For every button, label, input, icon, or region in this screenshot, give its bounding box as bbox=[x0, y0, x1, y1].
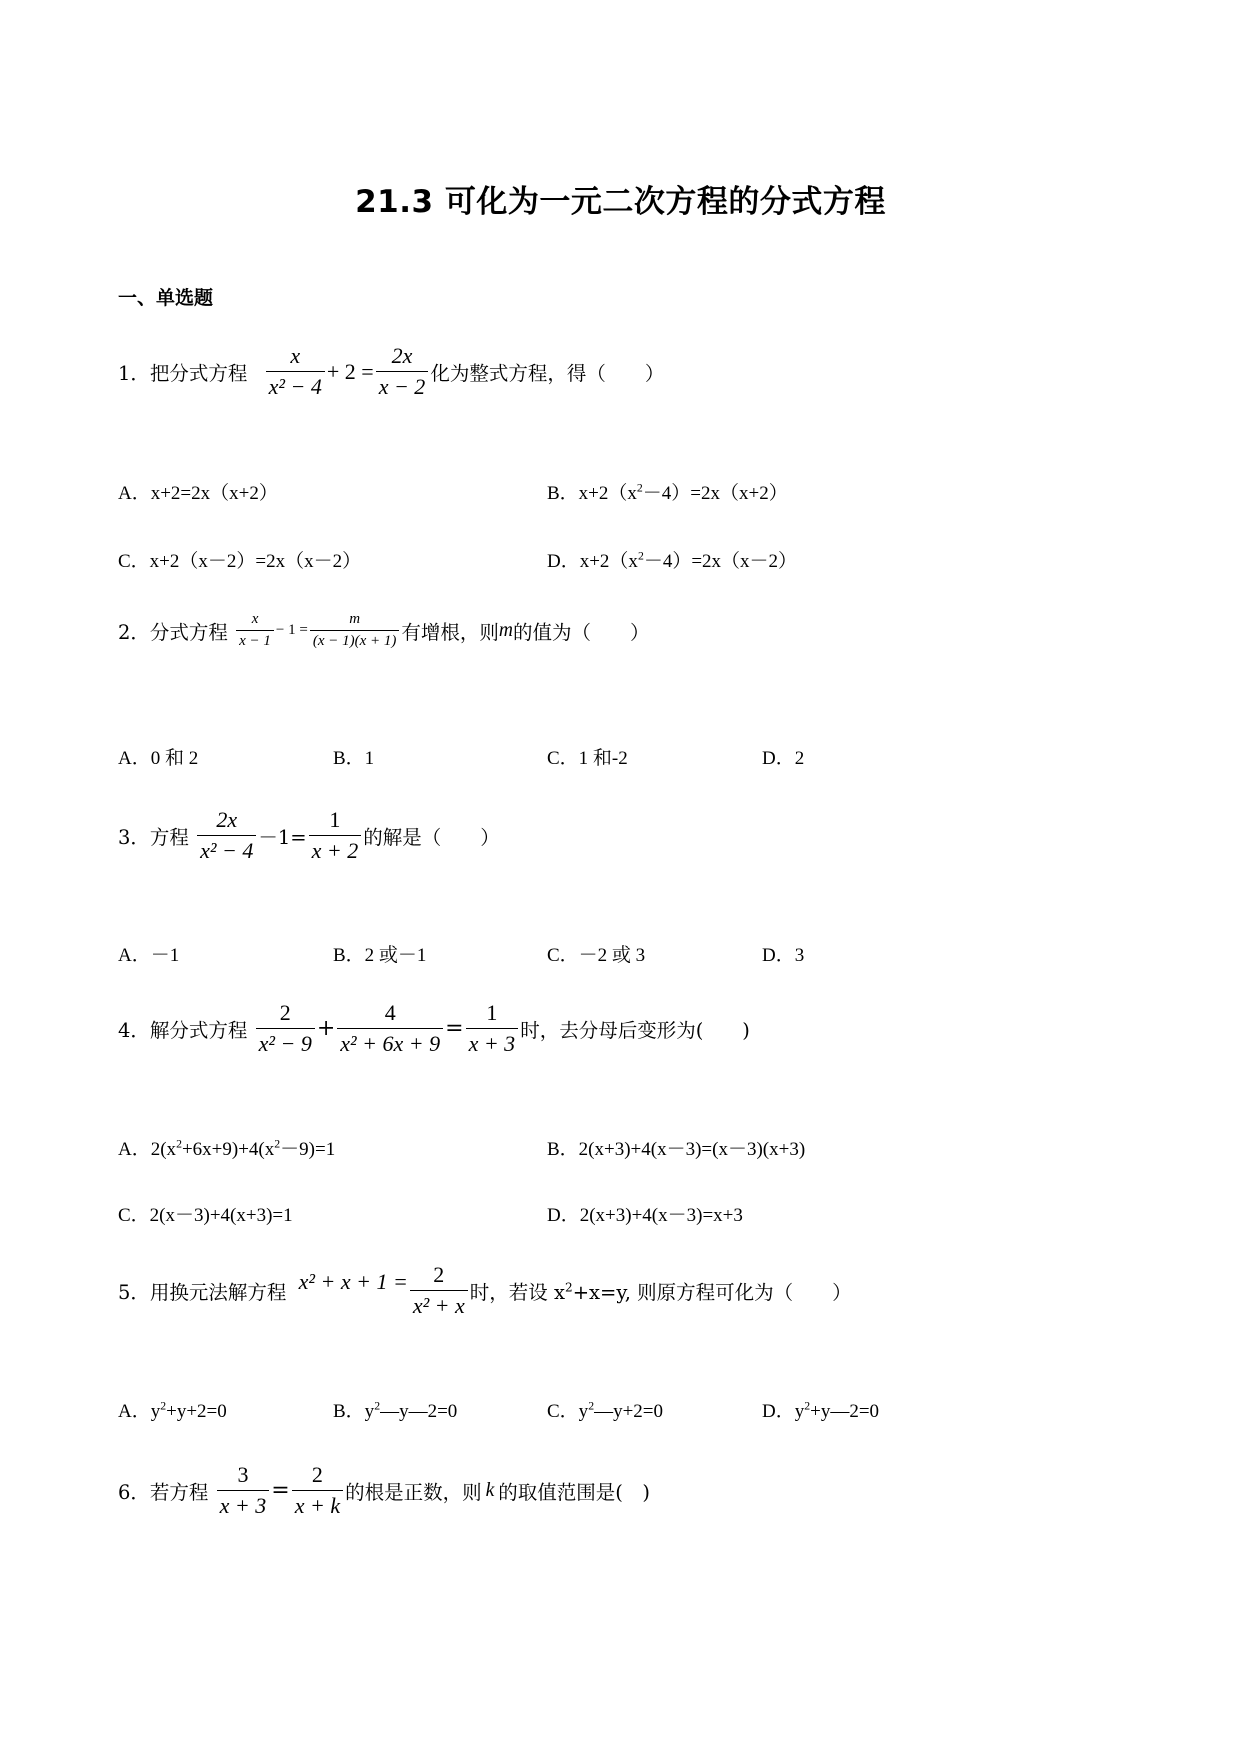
question-2 bbox=[118, 611, 650, 650]
question-5 bbox=[118, 1262, 852, 1319]
denominator: x² − 9 bbox=[258, 1031, 312, 1056]
option-a bbox=[118, 1134, 335, 1161]
option-b bbox=[333, 1396, 457, 1423]
equation-operator: = bbox=[445, 1016, 464, 1041]
option-text: －4）=2x（x－2） bbox=[643, 551, 798, 572]
superscript: 2 bbox=[160, 1399, 167, 1413]
fraction bbox=[266, 343, 325, 400]
denominator: x − 2 bbox=[378, 374, 426, 399]
fraction bbox=[217, 1462, 270, 1519]
option-d bbox=[762, 1396, 879, 1423]
option-c: C．－2 或 3 bbox=[547, 945, 646, 966]
denominator: x² − 4 bbox=[200, 838, 254, 863]
option-text: A．2(x bbox=[118, 1139, 177, 1160]
numerator: 2 bbox=[256, 1000, 315, 1029]
fraction bbox=[337, 1000, 443, 1057]
question-3 bbox=[118, 807, 500, 864]
option-text: C．y bbox=[547, 1401, 589, 1422]
equation-operator: − 1 = bbox=[275, 622, 308, 638]
question-text: 分式方程 bbox=[149, 620, 228, 644]
option-text: D．x+2（x bbox=[547, 551, 638, 572]
denominator: x² + x bbox=[412, 1293, 465, 1318]
numerator: 2x bbox=[376, 343, 429, 372]
question-text: 化为整式方程，得（ ） bbox=[430, 361, 665, 385]
page-title: 21.3 可化为一元二次方程的分式方程 bbox=[355, 184, 886, 220]
numerator: 2 bbox=[292, 1462, 343, 1491]
option-text: +y—2=0 bbox=[810, 1401, 880, 1422]
question-text: 若方程 bbox=[149, 1480, 209, 1504]
question-number: 3． bbox=[118, 825, 150, 849]
option-text: －9)=1 bbox=[280, 1139, 336, 1160]
numerator: 3 bbox=[217, 1462, 270, 1491]
question-number: 5． bbox=[118, 1280, 150, 1304]
question-text bbox=[470, 1277, 852, 1305]
superscript: 2 bbox=[176, 1137, 182, 1151]
question-text: 用换元法解方程 bbox=[149, 1280, 287, 1304]
option-text: +y+2=0 bbox=[166, 1401, 227, 1422]
question-text: 的值为（ ） bbox=[513, 620, 650, 644]
denominator: x + k bbox=[294, 1493, 341, 1518]
option-a: A．0 和 2 bbox=[118, 748, 199, 769]
question-4 bbox=[118, 1000, 750, 1057]
question-6 bbox=[118, 1462, 650, 1519]
denominator: (x − 1)(x + 1) bbox=[312, 633, 397, 649]
denominator: x² − 4 bbox=[268, 374, 322, 399]
option-text: —y+2=0 bbox=[594, 1401, 664, 1422]
numerator: m bbox=[310, 611, 400, 631]
fraction bbox=[466, 1000, 519, 1057]
fraction bbox=[197, 807, 256, 864]
option-b: B．1 bbox=[333, 748, 375, 769]
question-text: 的根是正数，则 bbox=[345, 1480, 482, 1504]
option-b: B．2(x+3)+4(x－3)=(x－3)(x+3) bbox=[547, 1139, 806, 1160]
option-text: A．y bbox=[118, 1401, 161, 1422]
variable: m bbox=[498, 619, 513, 641]
option-d: D．3 bbox=[762, 945, 805, 966]
option-c bbox=[547, 1396, 663, 1423]
option-d: D．2 bbox=[762, 748, 805, 769]
superscript: 2 bbox=[588, 1399, 595, 1413]
question-text: 把分式方程 bbox=[149, 361, 248, 385]
option-a: A．－1 bbox=[118, 945, 180, 966]
denominator: x + 3 bbox=[468, 1031, 516, 1056]
option-a: A．x+2=2x（x+2） bbox=[118, 483, 278, 504]
question-text: 解分式方程 bbox=[149, 1018, 248, 1042]
option-d bbox=[547, 546, 797, 573]
question-text: 的解是（ ） bbox=[363, 825, 500, 849]
numerator: 1 bbox=[309, 807, 362, 836]
numerator: x bbox=[266, 343, 325, 372]
option-text: —y—2=0 bbox=[380, 1401, 458, 1422]
superscript: 2 bbox=[274, 1137, 281, 1151]
denominator: x − 1 bbox=[239, 633, 271, 649]
question-number: 6． bbox=[118, 1480, 150, 1504]
option-c: C．x+2（x－2）=2x（x－2） bbox=[118, 551, 362, 572]
denominator: x + 2 bbox=[311, 838, 359, 863]
option-c: C．2(x－3)+4(x+3)=1 bbox=[118, 1205, 293, 1226]
question-1 bbox=[118, 343, 664, 400]
option-d: D．2(x+3)+4(x－3)=x+3 bbox=[547, 1205, 743, 1226]
question-number: 1． bbox=[118, 361, 150, 385]
option-c: C．1 和-2 bbox=[547, 748, 628, 769]
fraction bbox=[292, 1462, 343, 1519]
question-number: 2． bbox=[118, 620, 150, 644]
numerator: 2 bbox=[410, 1262, 468, 1291]
numerator: 1 bbox=[466, 1000, 519, 1029]
fraction bbox=[310, 611, 400, 650]
numerator: x bbox=[236, 611, 274, 631]
superscript: 2 bbox=[565, 1280, 573, 1294]
option-b bbox=[547, 478, 788, 505]
question-text: 方程 bbox=[149, 825, 189, 849]
section-heading: 一、单选题 bbox=[118, 287, 214, 309]
numerator: 2x bbox=[197, 807, 256, 836]
equation-operator: + bbox=[316, 1016, 336, 1041]
option-a bbox=[118, 1396, 227, 1423]
option-text: B．y bbox=[333, 1401, 375, 1422]
option-text: D．y bbox=[762, 1401, 805, 1422]
equation-operator: = bbox=[271, 1478, 290, 1503]
equation-operator: －1= bbox=[258, 825, 307, 849]
option-text: B．x+2（x bbox=[547, 483, 637, 504]
fraction bbox=[236, 611, 274, 650]
question-number: 4． bbox=[118, 1018, 150, 1042]
fraction bbox=[410, 1262, 468, 1319]
equation-operator: + 2 = bbox=[326, 358, 374, 384]
equation-lhs: x² + x + 1 = bbox=[298, 1268, 408, 1294]
superscript: 2 bbox=[374, 1399, 381, 1413]
question-text: 时，去分母后变形为( ) bbox=[520, 1018, 750, 1042]
fraction bbox=[309, 807, 362, 864]
fraction bbox=[376, 343, 429, 400]
superscript: 2 bbox=[637, 549, 644, 563]
fraction bbox=[256, 1000, 315, 1057]
option-text: －4）=2x（x+2） bbox=[642, 483, 788, 504]
option-text: +6x+9)+4(x bbox=[181, 1139, 275, 1160]
option-b: B．2 或－1 bbox=[333, 945, 427, 966]
superscript: 2 bbox=[804, 1399, 811, 1413]
variable: k bbox=[485, 1479, 495, 1501]
superscript: 2 bbox=[636, 481, 643, 495]
denominator: x² + 6x + 9 bbox=[340, 1031, 441, 1056]
question-text: 时，若设 x bbox=[469, 1280, 565, 1304]
denominator: x + 3 bbox=[219, 1493, 267, 1518]
question-text: +x=y, 则原方程可化为（ ） bbox=[572, 1280, 852, 1304]
question-text: 的取值范围是( ) bbox=[498, 1480, 650, 1504]
numerator: 4 bbox=[337, 1000, 443, 1029]
question-text: 有增根，则 bbox=[401, 620, 499, 644]
